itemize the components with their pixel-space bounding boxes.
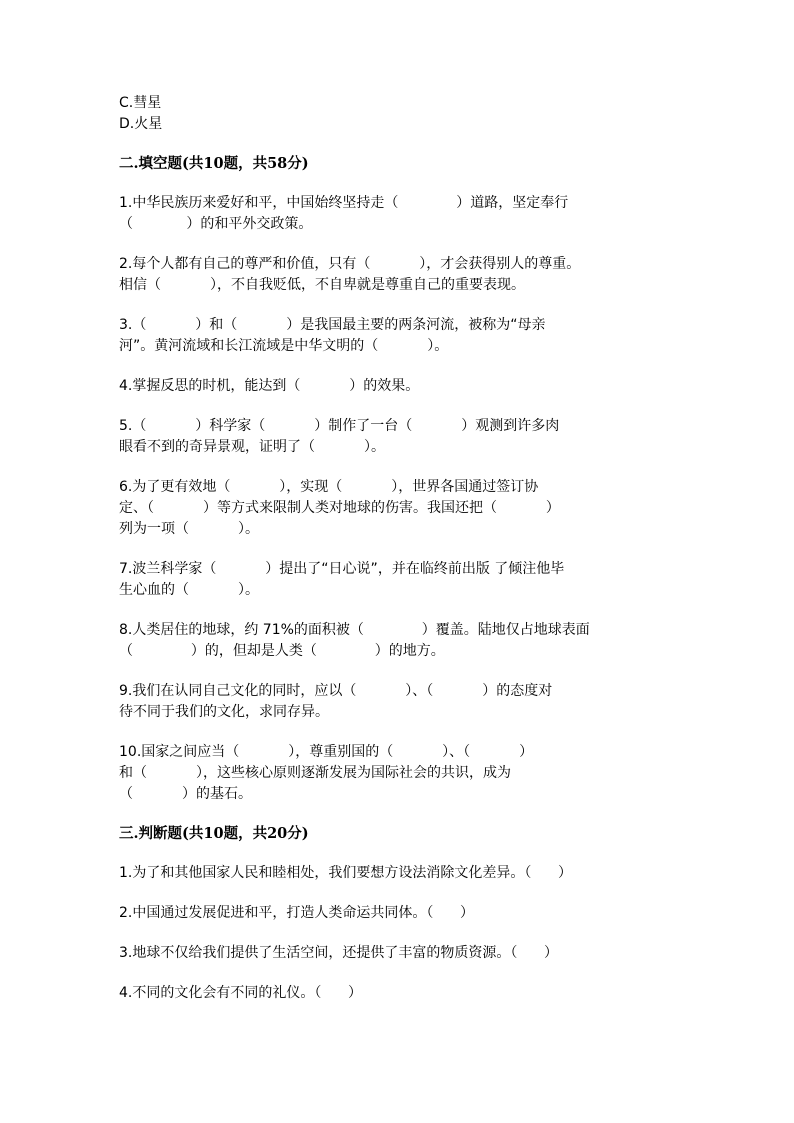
- judge-question-2: [119, 903, 679, 924]
- fill-question-3: [119, 315, 679, 357]
- question-line: （ ）的，但却是人类（ ）的地方。: [119, 643, 445, 659]
- question-line: 10.国家之间应当（ ），尊重别国的（ ）、（ ）: [119, 744, 534, 760]
- fill-question-2: [119, 254, 679, 296]
- question-line: 4.掌握反思的时机，能达到（ ）的效果。: [119, 378, 420, 394]
- fill-question-8: [119, 620, 679, 662]
- option-c: C.彗星: [119, 95, 162, 111]
- fill-question-1: [119, 193, 679, 235]
- question-line: 眼看不到的奇异景观，证明了（ ）。: [119, 439, 385, 455]
- fill-question-5: [119, 416, 679, 458]
- question-line: 5.（ ）科学家（ ）制作了一台（ ）观测到许多肉: [119, 418, 560, 434]
- question-line: 1.为了和其他国家人民和睦相处，我们要想方设法消除文化差异。（ ）: [119, 865, 573, 881]
- question-line: 河”。黄河流域和长江流域是中华文明的（ ）。: [119, 338, 449, 354]
- question-line: 3.地球不仅给我们提供了生活空间，还提供了丰富的物质资源。（ ）: [119, 945, 559, 961]
- question-line: 待不同于我们的文化，求同存异。: [119, 704, 329, 720]
- judge-question-4: [119, 983, 679, 1004]
- fill-question-6: [119, 477, 679, 540]
- question-line: 列为一项（ ）。: [119, 521, 259, 537]
- judge-question-3: [119, 943, 679, 964]
- section-title-true-false: 三.判断题(共10题，共20分): [119, 825, 309, 842]
- question-line: 8.人类居住的地球，约 71%的面积被（ ）覆盖。陆地仅占地球表面: [119, 622, 590, 638]
- fill-question-10: [119, 742, 679, 805]
- question-line: （ ）的基石。: [119, 786, 252, 802]
- fill-question-7: [119, 559, 679, 601]
- question-line: （ ）的和平外交政策。: [119, 216, 313, 232]
- question-line: 7.波兰科学家（ ）提出了“日心说”，并在临终前出版 了倾注他毕: [119, 561, 565, 577]
- question-line: 6.为了更有效地（ ），实现（ ），世界各国通过签订协: [119, 479, 539, 495]
- question-line: 相信（ ），不自我贬低，不自卑就是尊重自己的重要表现。: [119, 277, 525, 293]
- question-line: 和（ ），这些核心原则逐渐发展为国际社会的共识，成为: [119, 765, 511, 781]
- judge-question-1: [119, 863, 679, 884]
- question-line: 定、（ ）等方式来限制人类对地球的伤害。我国还把（ ）: [119, 500, 560, 516]
- question-line: 2.每个人都有自己的尊严和价值，只有（ ），才会获得别人的尊重。: [119, 256, 581, 272]
- question-line: 4.不同的文化会有不同的礼仪。（ ）: [119, 985, 363, 1001]
- question-line: 1.中华民族历来爱好和平，中国始终坚持走（ ）道路，坚定奉行: [119, 195, 569, 211]
- question-line: 生心血的（ ）。: [119, 582, 259, 598]
- fill-question-9: [119, 681, 679, 723]
- question-line: 3.（ ）和（ ）是我国最主要的两条河流，被称为“母亲: [119, 317, 546, 333]
- question-line: 9.我们在认同自己文化的同时，应以（ ）、（ ）的态度对: [119, 683, 553, 699]
- section-title-fill-blank: 二.填空题(共10题，共58分): [119, 155, 309, 172]
- question-line: 2.中国通过发展促进和平，打造人类命运共同体。（ ）: [119, 905, 475, 921]
- option-d: D.火星: [119, 116, 163, 132]
- fill-question-4: [119, 376, 679, 397]
